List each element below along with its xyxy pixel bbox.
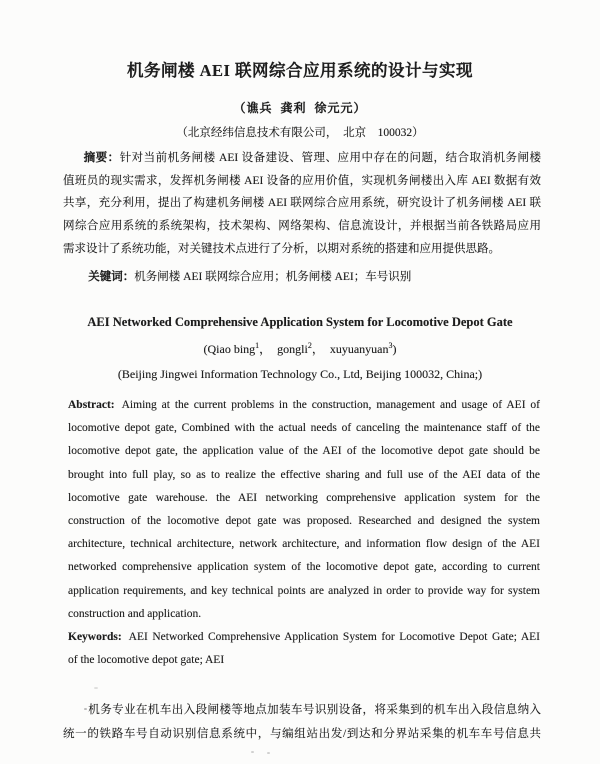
author-superscript: 2 xyxy=(307,341,312,350)
keywords-en-line: of the locomotive depot gate; AEI xyxy=(68,654,225,667)
abstract-en-line: application requirements, and key technical points are analyzed in order to provide way for system xyxy=(68,584,540,597)
author-superscript: 3 xyxy=(388,341,393,350)
abstract-en-label: Abstract: xyxy=(68,399,115,411)
body-cn-line: 统一的铁路车号自动识别信息系统中，与编组站出发/到达和分界站采集的机车车号信息共 xyxy=(63,727,541,740)
abstract-en-line: locomotive depot gate, Combined with the actual needs of canceling the maintenance staff of the xyxy=(68,422,540,435)
keywords-en-label: Keywords: xyxy=(68,630,122,643)
abstract-cn xyxy=(63,147,541,260)
abstract-en-line: locomotive depot gate, the application value of the AEI of the locomotive depot gate should be xyxy=(68,445,540,458)
body-cn-line: 机务专业在机车出入段闸楼等地点加装车号识别设备，将采集到的机车出入段信息纳入 xyxy=(88,704,541,716)
affiliation-cn: （北京经纬信息技术有限公司， 北京 100032） xyxy=(176,127,424,139)
abstract-en-line: networked comprehensive application system of the locomotive depot gate, according to current xyxy=(68,561,540,574)
paper-title-en: AEI Networked Comprehensive Application System for Locomotive Depot Gate xyxy=(87,315,513,329)
keywords-cn: 关键词：机务闸楼 AEI 联网综合应用；机务闸楼 AEI；车号识别 xyxy=(88,271,412,283)
authors-en: (Qiao bing$^1$， gongli$^2$， xuyuanyuan$^3$) xyxy=(203,341,397,356)
author-superscript: 1 xyxy=(255,341,260,350)
scan-artifact xyxy=(84,708,87,710)
abstract-en-line: construction of the locomotive depot gate was proposed. Researched and designed the system xyxy=(68,514,540,527)
abstract-en-line: brought into full play, so as to realize the effective sharing and full use of the AEI data of the xyxy=(68,468,540,481)
abstract-cn-line: 需求设计了系统功能，对关键技术点进行了分析，以期对系统的搭建和应用提供思路。 xyxy=(63,242,500,255)
authors-cn: （谯兵 龚利 徐元元） xyxy=(233,101,367,115)
abstract-cn-line: 摘要：针对当前机务闸楼 AEI 设备建设、管理、应用中存在的问题，结合取消机务闸楼 xyxy=(83,152,542,164)
keywords-cn-label: 关键词： xyxy=(88,271,135,283)
paper-title-cn: 机务闸楼 AEI 联网综合应用系统的设计与实现 xyxy=(126,61,474,80)
scan-artifact xyxy=(94,687,98,689)
body-paragraph-cn xyxy=(63,699,541,746)
abstract-en-line: architecture, technical architecture, network architecture, and information flow design of the AEI xyxy=(68,538,540,551)
abstract-en xyxy=(68,394,540,672)
keywords-en-line: Keywords: AEI Networked Comprehensive Application System for Locomotive Depot Gate; AEI xyxy=(68,630,540,643)
abstract-cn-label: 摘要： xyxy=(83,152,120,164)
abstract-cn-line: 值班员的现实需求，发挥机务闸楼 AEI 设备的应用价值，实现机务闸楼出入库 AEI 数据有效 xyxy=(63,174,541,187)
abstract-cn-line: 共享，充分利用，提出了构建机务闸楼 AEI 联网综合应用系统，研究设计了机务闸楼 AEI 联 xyxy=(63,197,541,210)
abstract-en-line: Abstract: Aiming at the current problems in the construction, management and usage of AEI of xyxy=(68,399,540,411)
scan-artifact xyxy=(251,751,254,753)
affiliation-en: (Beijing Jingwei Information Technology Co., Ltd, Beijing 100032, China;) xyxy=(117,367,483,381)
abstract-cn-line: 网综合应用系统的系统架构，技术架构、网络架构、信息流设计，并根据当前各铁路局应用 xyxy=(63,220,541,233)
scan-artifact xyxy=(267,752,270,754)
abstract-en-line: construction and application. xyxy=(68,607,202,620)
abstract-en-line: locomotive gate warehouse. the AEI networking comprehensive application system for the xyxy=(68,491,540,504)
